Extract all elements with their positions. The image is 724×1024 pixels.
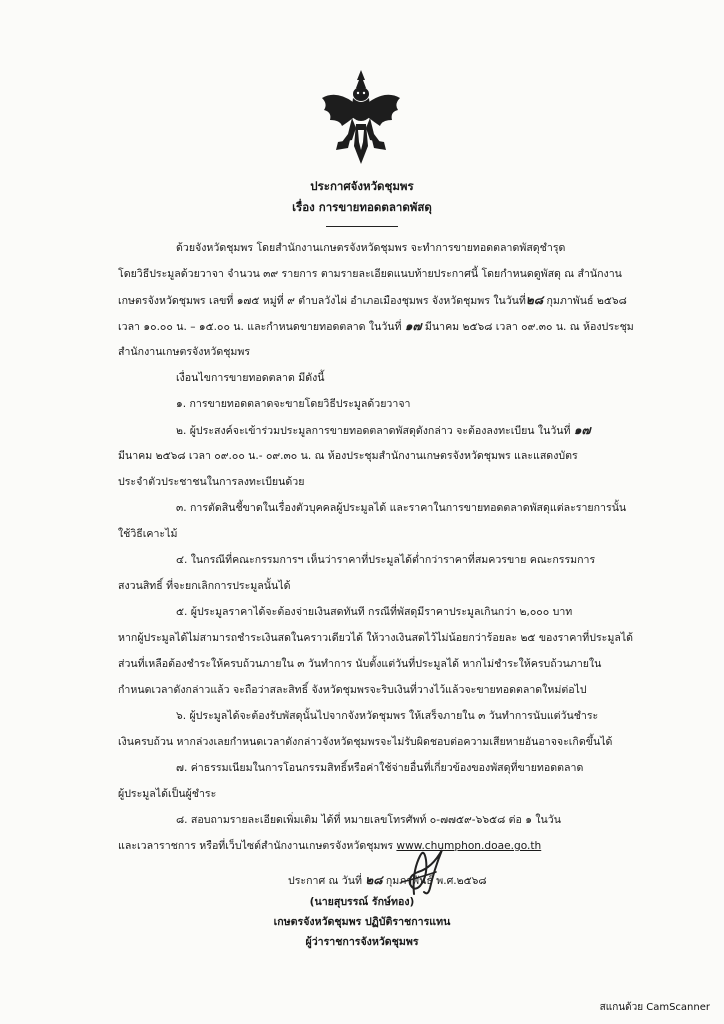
intro-line-2: โดยวิธีประมูลด้วยวาจา จำนวน ๓๙ รายการ ตามรายละเอียดแนบท้ายประกาศนี้ โดยกำหนดดูพัสดุ ณ สำนักงาน	[118, 268, 622, 280]
announcement-title: ประกาศจังหวัดชุมพร	[310, 179, 414, 193]
title-underline	[326, 226, 398, 227]
signer-position: เกษตรจังหวัดชุมพร ปฏิบัติราชการแทน	[273, 916, 451, 928]
condition-2-line-2: มีนาคม ๒๕๖๘ เวลา ๐๙.๐๐ น.- ๐๙.๓๐ น. ณ ห้องประชุมสำนักงานเกษตรจังหวัดชุมพร และแสดงบัตร	[118, 450, 578, 462]
garuda-emblem	[318, 68, 404, 168]
condition-3-line-1: ๓. การตัดสินชี้ขาดในเรื่องตัวบุคคลผู้ประมูลได้ และราคาในการขายทอดตลาดพัสดุแต่ละรายการนั้น	[176, 502, 627, 514]
handwritten-date-1: ๒๘	[525, 293, 544, 307]
condition-3-line-2: ใช้วิธีเคาะไม้	[118, 528, 178, 540]
intro-line-3: เกษตรจังหวัดชุมพร เลขที่ ๑๗๕ หมู่ที่ ๙ ตำบลวังไผ่ อำเภอเมืองชุมพร จังหวัดชุมพร ในวันที่๒๘ กุมภาพันธ์ ๒๕๖๘	[118, 293, 627, 307]
condition-6-line-1: ๖. ผู้ประมูลได้จะต้องรับพัสดุนั้นไปจากจังหวัดชุมพร ให้เสร็จภายใน ๓ วันทำการนับแต่วันชำระ	[176, 710, 599, 722]
condition-5-line-3: ส่วนที่เหลือต้องชำระให้ครบถ้วนภายใน ๓ วันทำการ นับตั้งแต่วันที่ประมูลได้ หากไม่ชำระให้ครบถ้วนภายใน	[118, 658, 602, 670]
signer-name: (นายสุบรรณ์ รักษ์ทอง)	[309, 896, 415, 908]
intro-line-5: สำนักงานเกษตรจังหวัดชุมพร	[118, 346, 251, 358]
website-link[interactable]: www.chumphon.doae.go.th	[396, 840, 542, 852]
handwritten-date-4: ๒๘	[365, 873, 383, 887]
conditions-title: เงื่อนไขการขายทอดตลาด มีดังนี้	[176, 372, 325, 384]
condition-4-line-1: ๔. ในกรณีที่คณะกรรมการฯ เห็นว่าราคาที่ประมูลได้ต่ำกว่าราคาที่สมควรขาย คณะกรรมการ	[176, 554, 596, 566]
condition-6-line-2: เงินครบถ้วน หากล่วงเลยกำหนดเวลาดังกล่าวจังหวัดชุมพรจะไม่รับผิดชอบต่อความเสียหายอันอาจจะเกิดขึ้นได้	[118, 736, 613, 748]
intro-line-4: เวลา ๑๐.๐๐ น. – ๑๕.๐๐ น. และกำหนดขายทอดตลาด ในวันที่ ๑๗ มีนาคม ๒๕๖๘ เวลา ๐๙.๓๐ น. ณ ห้องประชุม	[118, 319, 634, 333]
intro-line-1: ด้วยจังหวัดชุมพร โดยสำนักงานเกษตรจังหวัดชุมพร จะทำการขายทอดตลาดพัสดุชำรุด	[176, 242, 566, 254]
condition-7-line-2: ผู้ประมูลได้เป็นผู้ชำระ	[118, 788, 217, 800]
condition-5-line-1: ๕. ผู้ประมูลราคาได้จะต้องจ่ายเงินสดทันที กรณีที่พัสดุมีราคาประมูลเกินกว่า ๒,๐๐๐ บาท	[176, 606, 573, 618]
condition-7-line-1: ๗. ค่าธรรมเนียมในการโอนกรรมสิทธิ์หรือค่าใช้จ่ายอื่นที่เกี่ยวข้องของพัสดุที่ขายทอดตลาด	[176, 762, 584, 774]
handwritten-date-2: ๑๗	[404, 319, 422, 333]
dateline: ประกาศ ณ วันที่ ๒๘ กุมภาพันธ์ พ.ศ.๒๕๖๘	[288, 873, 487, 887]
announcement-subject: เรื่อง การขายทอดตลาดพัสดุ	[292, 200, 432, 214]
condition-1: ๑. การขายทอดตลาดจะขายโดยวิธีประมูลด้วยวาจา	[176, 398, 411, 410]
scanner-watermark: สแกนด้วย CamScanner	[599, 1002, 710, 1013]
condition-2-line-3: ประจำตัวประชาชนในการลงทะเบียนด้วย	[118, 476, 305, 488]
signer-position-2: ผู้ว่าราชการจังหวัดชุมพร	[305, 936, 419, 948]
condition-4-line-2: สงวนสิทธิ์ ที่จะยกเลิกการประมูลนั้นได้	[118, 580, 291, 592]
condition-5-line-4: กำหนดเวลาดังกล่าวแล้ว จะถือว่าสละสิทธิ์ จังหวัดชุมพรจะริบเงินที่วางไว้แล้วจะขายทอดตลาดใหม่ต่อไป	[118, 684, 587, 696]
condition-2-line-1: ๒. ผู้ประสงค์จะเข้าร่วมประมูลการขายทอดตลาดพัสดุดังกล่าว จะต้องลงทะเบียน ในวันที่ ๑๗	[176, 423, 591, 437]
handwritten-signature	[384, 842, 464, 900]
condition-8-line-1: ๘. สอบถามรายละเอียดเพิ่มเติม ได้ที่ หมายเลขโทรศัพท์ ๐-๗๗๕๙-๖๖๕๘ ต่อ ๑ ในวัน	[176, 814, 561, 826]
handwritten-date-3: ๑๗	[573, 423, 591, 437]
condition-5-line-2: หากผู้ประมูลได้ไม่สามารถชำระเงินสดในคราวเดียวได้ ให้วางเงินสดไว้ไม่น้อยกว่าร้อยละ ๒๕ ของราคาที่ประมูลได้	[118, 632, 634, 644]
condition-8-line-2: และเวลาราชการ หรือที่เว็บไซต์สำนักงานเกษตรจังหวัดชุมพร www.chumphon.doae.go.th	[118, 840, 542, 852]
